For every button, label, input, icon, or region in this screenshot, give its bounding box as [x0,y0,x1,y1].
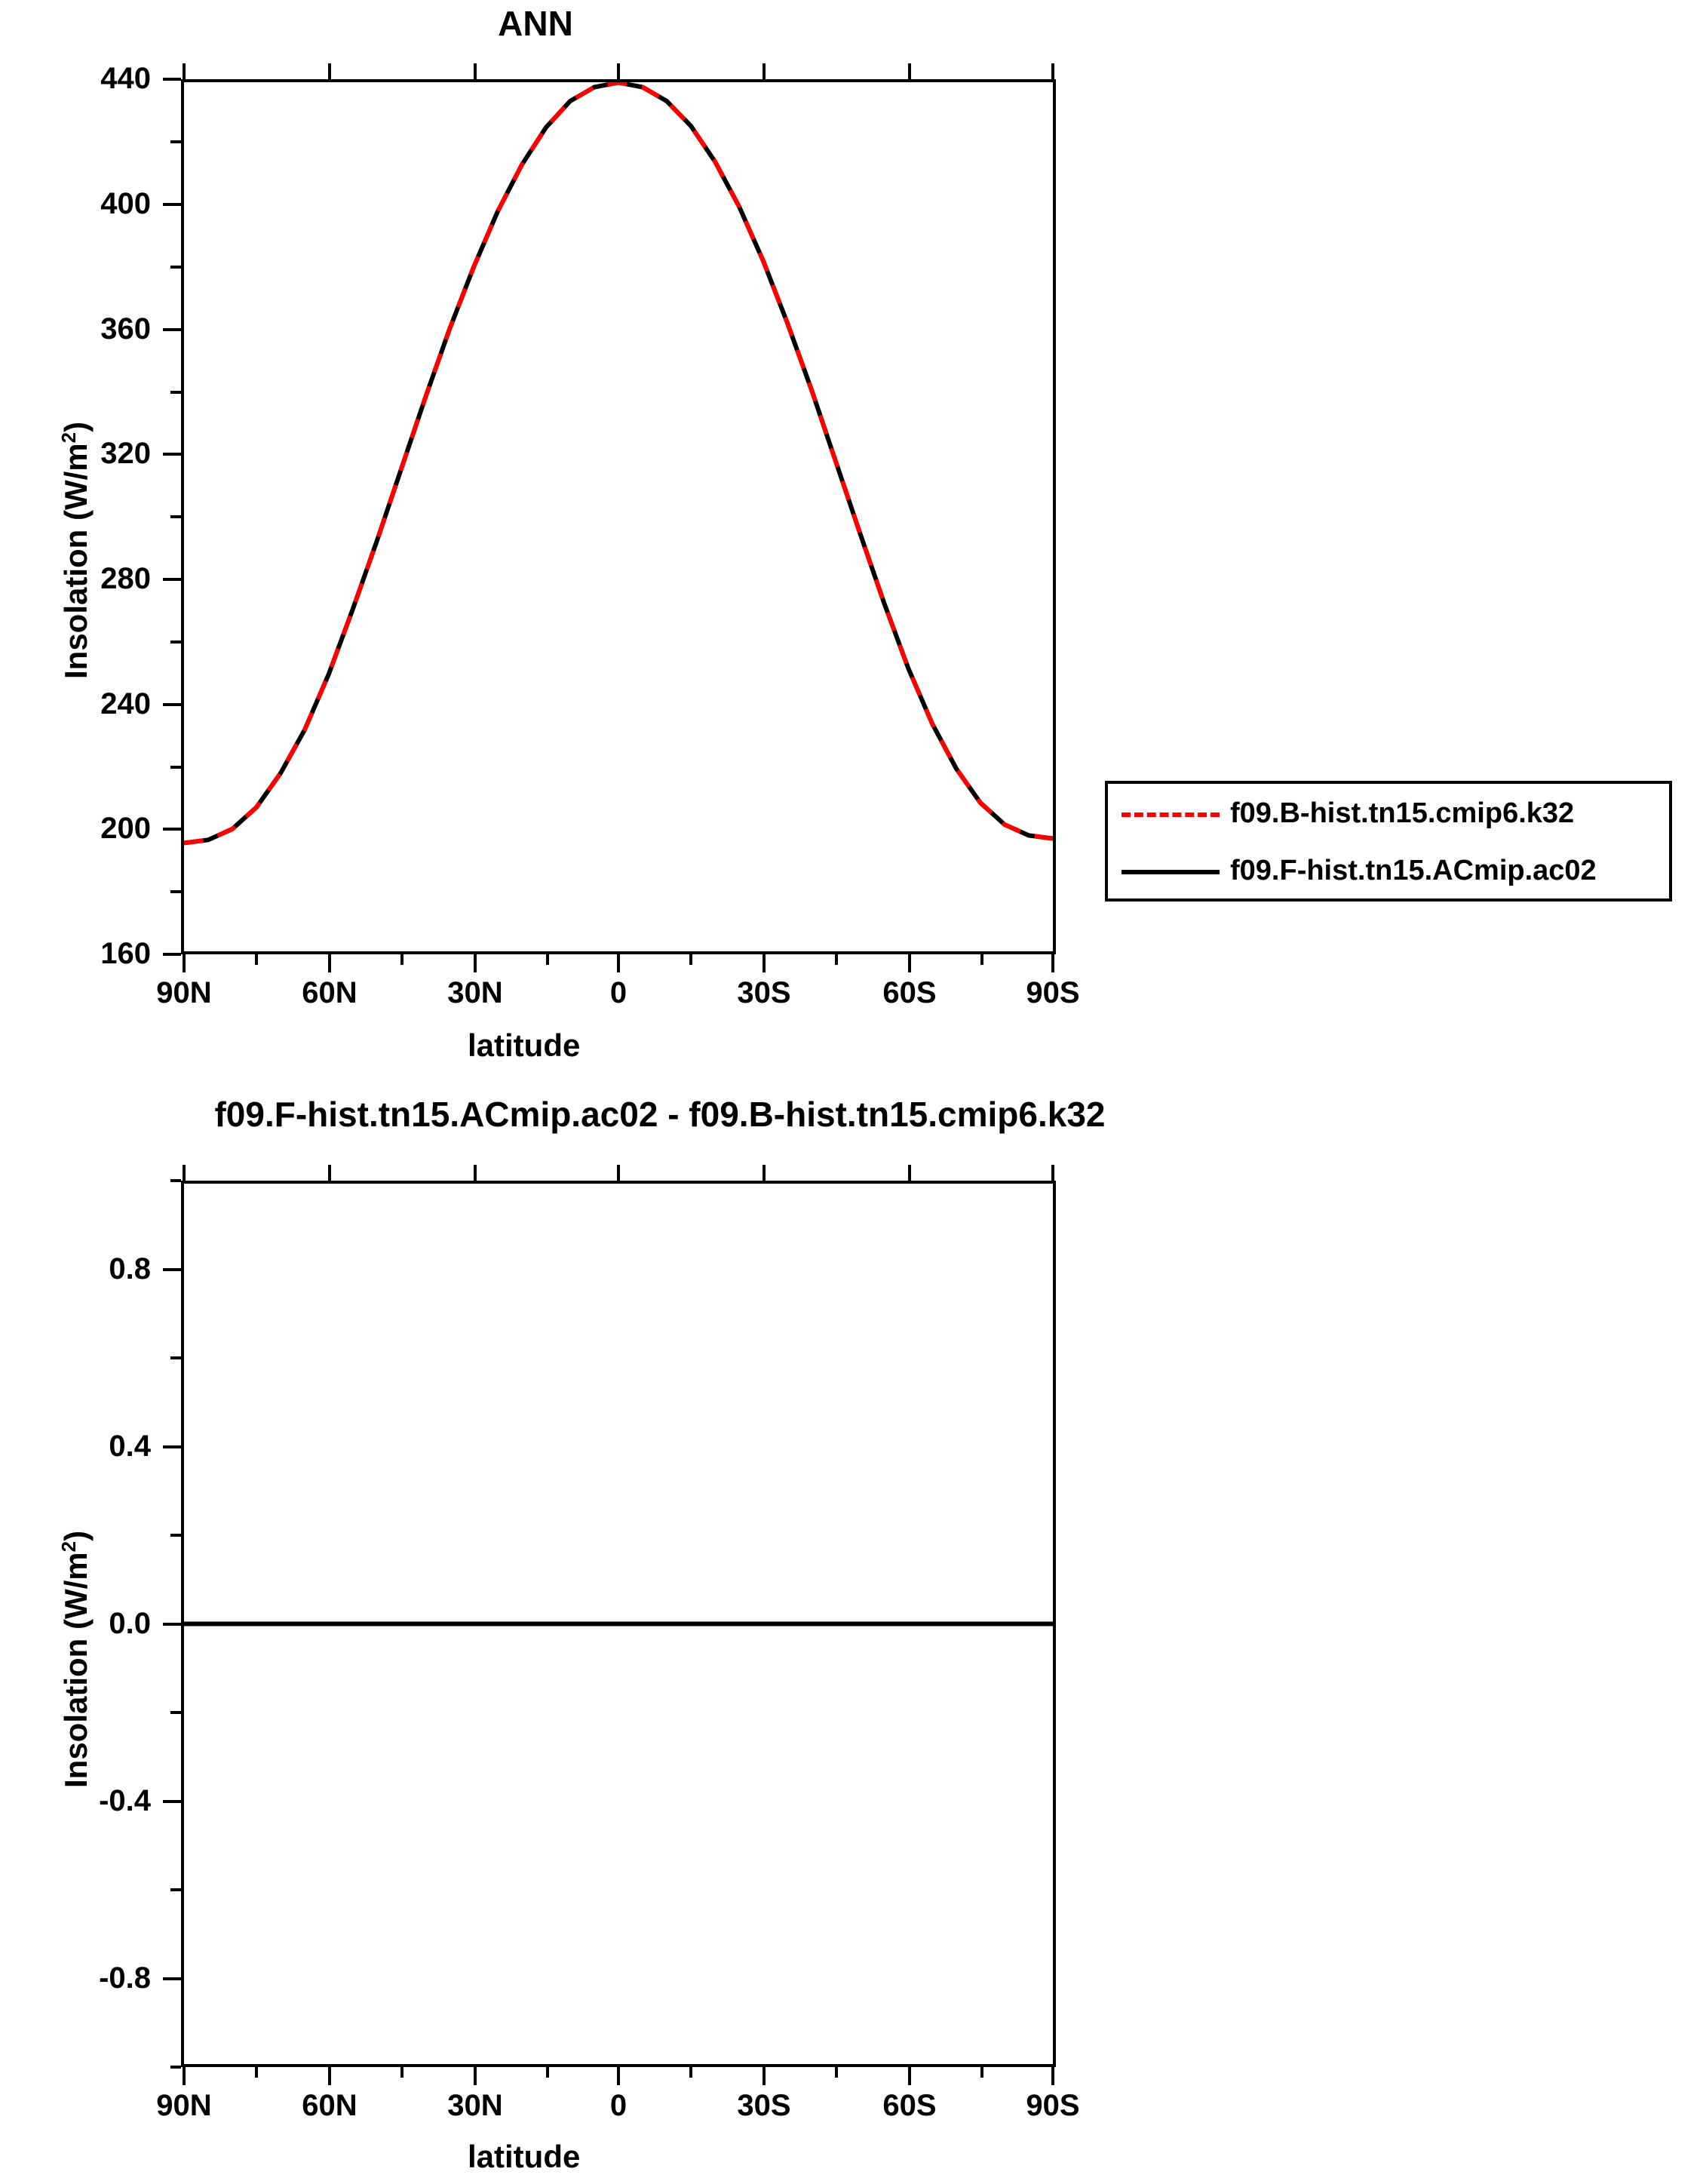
ytick-bottom-minor-n0.2 [170,1711,181,1714]
legend-swatch-dashed-red [1122,812,1220,817]
ytick-bottom-minor-1.0 [170,1179,181,1182]
xtick-top-minor-1 [400,954,404,965]
xticklabel-top-3: 0 [609,976,628,1009]
xtick-bottom-minor-0 [255,2067,258,2078]
ytick-top-minor-180 [170,890,181,893]
xtick-bottom-4 [763,2067,766,2085]
ytick-bottom-minor-n0.6 [170,1888,181,1891]
ytick-top-minor-300 [170,515,181,518]
ytick-bottom-minor-n1.0 [170,2066,181,2069]
xtick-top-upper-3 [617,63,620,81]
xtick-top-minor-0 [255,954,258,965]
xtick-bottom-5 [908,2067,911,2085]
xticklabel-top-6: 90S [1026,976,1080,1009]
xtick-bottom-upper-3 [617,1165,620,1183]
ytick-top-360 [163,328,181,331]
xtick-top-upper-4 [763,63,766,81]
yticklabel-top-2: 240 [100,687,151,720]
page-title: ANN [498,4,573,43]
yticklabel-bottom-1: -0.4 [99,1784,151,1817]
ytick-bottom-n0.8 [163,1977,181,1980]
xtick-bottom-3 [617,2067,620,2085]
yaxis-label-bottom: Insolation $(W/m^2)$ [57,1530,94,1788]
xtick-bottom-upper-2 [474,1165,477,1183]
yticklabel-top-0: 160 [100,937,151,970]
insolation-curves [184,82,1053,951]
xtick-bottom-minor-2 [546,2067,549,2078]
xtick-bottom-minor-3 [689,2067,692,2078]
xticklabel-top-2: 30N [447,976,503,1009]
xaxis-label-bottom: latitude [468,2139,581,2174]
ytick-bottom-minor-0.2 [170,1534,181,1537]
yticklabel-top-1: 200 [100,812,151,845]
yticklabel-bottom-2: 0.0 [109,1607,151,1640]
ytick-top-440 [163,78,181,81]
ytick-top-320 [163,453,181,456]
xtick-top-upper-2 [474,63,477,81]
yticklabel-top-3: 280 [100,562,151,595]
xtick-top-2 [474,954,477,972]
legend-swatch-solid-black [1122,870,1220,874]
xtick-top-minor-4 [835,954,838,965]
yticklabel-top-6: 400 [100,187,151,220]
series-line-b-hist [184,82,1053,843]
difference-panel-title: f09.F-hist.tn15.ACmip.ac02 - f09.B-hist.tn15.cmip6.k32 [214,1095,1106,1134]
xtick-top-minor-3 [689,954,692,965]
legend-label-f-hist: f09.F-hist.tn15.ACmip.ac02 [1230,855,1597,886]
xtick-bottom-minor-4 [835,2067,838,2078]
yticklabel-bottom-3: 0.4 [109,1430,151,1463]
xtick-top-6 [1051,954,1054,972]
xticklabel-bottom-1: 60N [302,2089,357,2122]
yticklabel-bottom-0: -0.8 [99,1961,151,1995]
xtick-top-upper-1 [328,63,331,81]
legend-label-b-hist: f09.B-hist.tn15.cmip6.k32 [1230,797,1575,829]
ytick-bottom-0.0 [163,1623,181,1626]
yticklabel-top-7: 440 [100,62,151,95]
yaxis-label-top: Insolation $(W/m^2)$ [57,421,94,679]
ytick-top-160 [163,953,181,956]
xtick-top-0 [183,954,186,972]
ytick-top-400 [163,203,181,206]
xaxis-label-top: latitude [468,1027,581,1063]
ytick-top-minor-340 [170,391,181,394]
ytick-bottom-n0.4 [163,1800,181,1803]
xticklabel-top-5: 60S [882,976,937,1009]
xtick-bottom-minor-1 [400,2067,404,2078]
ytick-bottom-0.4 [163,1445,181,1448]
legend-entry-b-hist [1108,785,1669,843]
xtick-top-3 [617,954,620,972]
ytick-top-minor-260 [170,640,181,644]
difference-curve [184,1184,1053,2064]
legend-entry-f-hist [1108,843,1669,900]
xtick-top-upper-5 [908,63,911,81]
ytick-top-minor-420 [170,140,181,143]
xtick-bottom-1 [328,2067,331,2085]
xtick-top-upper-6 [1051,63,1054,81]
yticklabel-bottom-4: 0.8 [109,1252,151,1286]
legend [1105,781,1672,902]
xtick-bottom-6 [1051,2067,1054,2085]
xtick-top-1 [328,954,331,972]
xticklabel-top-0: 90N [156,976,212,1009]
xticklabel-bottom-0: 90N [156,2089,212,2122]
xtick-bottom-minor-5 [980,2067,983,2078]
xtick-top-minor-2 [546,954,549,965]
yticklabel-top-4: 320 [100,437,151,470]
xtick-bottom-0 [183,2067,186,2085]
ytick-bottom-minor-0.6 [170,1356,181,1359]
xtick-top-minor-5 [980,954,983,965]
ytick-top-minor-380 [170,266,181,269]
xticklabel-bottom-3: 0 [609,2089,628,2122]
xticklabel-bottom-2: 30N [447,2089,503,2122]
xtick-top-5 [908,954,911,972]
yticklabel-top-5: 360 [100,312,151,346]
xtick-bottom-upper-0 [183,1165,186,1183]
xticklabel-top-1: 60N [302,976,357,1009]
xticklabel-bottom-6: 90S [1026,2089,1080,2122]
ytick-top-240 [163,703,181,706]
xticklabel-bottom-4: 30S [737,2089,791,2122]
xtick-bottom-upper-1 [328,1165,331,1183]
plot-area-bottom [181,1181,1056,2067]
xtick-bottom-2 [474,2067,477,2085]
ytick-bottom-0.8 [163,1268,181,1271]
xtick-top-4 [763,954,766,972]
ytick-top-200 [163,828,181,831]
xtick-bottom-upper-6 [1051,1165,1054,1183]
xticklabel-bottom-5: 60S [882,2089,937,2122]
ytick-top-280 [163,578,181,581]
xticklabel-top-4: 30S [737,976,791,1009]
xtick-bottom-upper-5 [908,1165,911,1183]
plot-area-top [181,79,1056,954]
series-line-f-hist [184,82,1053,843]
xtick-top-upper-0 [183,63,186,81]
ytick-top-minor-220 [170,766,181,769]
xtick-bottom-upper-4 [763,1165,766,1183]
